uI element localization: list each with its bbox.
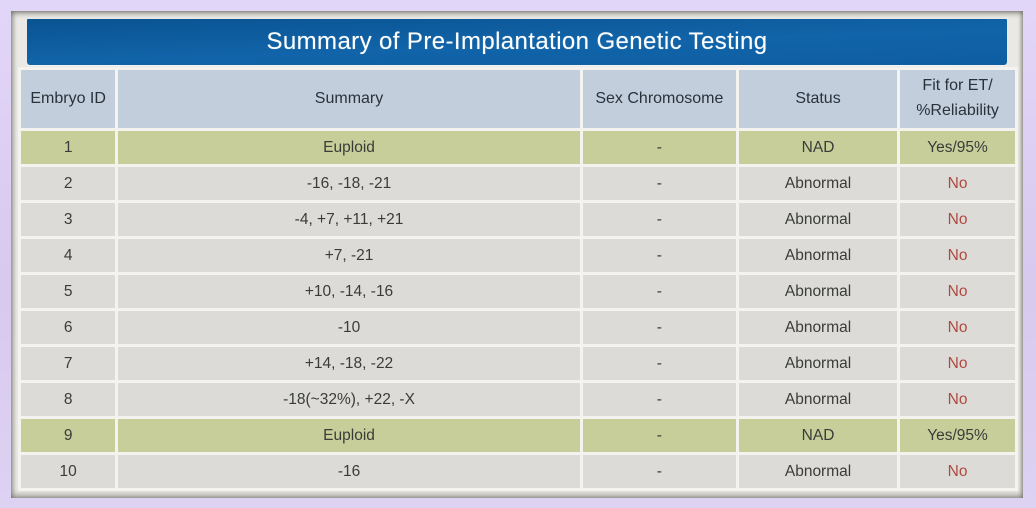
cell-embryo-id: 4 bbox=[21, 239, 115, 272]
column-header-summary: Summary bbox=[118, 70, 580, 128]
column-header-fit-line1: Fit for ET/ bbox=[922, 77, 993, 95]
cell-sex-chromosome: - bbox=[583, 239, 736, 272]
cell-sex-chromosome: - bbox=[583, 167, 736, 200]
cell-sex-chromosome: - bbox=[583, 311, 736, 344]
cell-embryo-id: 8 bbox=[21, 383, 115, 416]
table-row bbox=[21, 419, 1015, 452]
table-row bbox=[21, 455, 1015, 488]
cell-fit-for-et: No bbox=[900, 275, 1015, 308]
cell-sex-chromosome: - bbox=[583, 275, 736, 308]
cell-status: Abnormal bbox=[739, 275, 897, 308]
cell-sex-chromosome: - bbox=[583, 347, 736, 380]
cell-summary: -16, -18, -21 bbox=[118, 167, 580, 200]
cell-fit-for-et: No bbox=[900, 455, 1015, 488]
cell-summary: Euploid bbox=[118, 419, 580, 452]
column-header-embryo-id: Embryo ID bbox=[21, 70, 115, 128]
cell-summary: -18(~32%), +22, -X bbox=[118, 383, 580, 416]
cell-fit-for-et: No bbox=[900, 167, 1015, 200]
cell-sex-chromosome: - bbox=[583, 203, 736, 236]
table-header-row bbox=[21, 70, 1015, 128]
cell-summary: +10, -14, -16 bbox=[118, 275, 580, 308]
cell-summary: Euploid bbox=[118, 131, 580, 164]
cell-summary: -10 bbox=[118, 311, 580, 344]
table-row bbox=[21, 311, 1015, 344]
table-row bbox=[21, 275, 1015, 308]
table-row bbox=[21, 239, 1015, 272]
cell-status: Abnormal bbox=[739, 347, 897, 380]
cell-status: Abnormal bbox=[739, 383, 897, 416]
cell-fit-for-et: No bbox=[900, 203, 1015, 236]
cell-fit-for-et: No bbox=[900, 347, 1015, 380]
cell-embryo-id: 3 bbox=[21, 203, 115, 236]
cell-status: NAD bbox=[739, 419, 897, 452]
table-row bbox=[21, 347, 1015, 380]
cell-summary: -16 bbox=[118, 455, 580, 488]
cell-summary: +14, -18, -22 bbox=[118, 347, 580, 380]
table-row bbox=[21, 131, 1015, 164]
cell-status: Abnormal bbox=[739, 311, 897, 344]
cell-sex-chromosome: - bbox=[583, 419, 736, 452]
cell-embryo-id: 6 bbox=[21, 311, 115, 344]
table-row bbox=[21, 167, 1015, 200]
cell-embryo-id: 7 bbox=[21, 347, 115, 380]
column-header-fit-line2: %Reliability bbox=[916, 102, 999, 119]
report-photo bbox=[11, 11, 1023, 498]
cell-fit-for-et: Yes/95% bbox=[900, 419, 1015, 452]
cell-status: Abnormal bbox=[739, 167, 897, 200]
cell-sex-chromosome: - bbox=[583, 455, 736, 488]
cell-status: NAD bbox=[739, 131, 897, 164]
pgt-summary-table bbox=[18, 67, 1018, 491]
report-title: Summary of Pre-Implantation Genetic Testing bbox=[266, 28, 768, 55]
cell-fit-for-et: Yes/95% bbox=[900, 131, 1015, 164]
table-body bbox=[21, 131, 1015, 488]
cell-sex-chromosome: - bbox=[583, 383, 736, 416]
column-header-fit-for-et bbox=[900, 70, 1015, 128]
table-row bbox=[21, 203, 1015, 236]
cell-embryo-id: 10 bbox=[21, 455, 115, 488]
cell-status: Abnormal bbox=[739, 203, 897, 236]
cell-embryo-id: 2 bbox=[21, 167, 115, 200]
cell-sex-chromosome: - bbox=[583, 131, 736, 164]
cell-summary: +7, -21 bbox=[118, 239, 580, 272]
column-header-status: Status bbox=[739, 70, 897, 128]
cell-embryo-id: 5 bbox=[21, 275, 115, 308]
cell-status: Abnormal bbox=[739, 455, 897, 488]
cell-fit-for-et: No bbox=[900, 239, 1015, 272]
cell-embryo-id: 9 bbox=[21, 419, 115, 452]
cell-status: Abnormal bbox=[739, 239, 897, 272]
cell-fit-for-et: No bbox=[900, 383, 1015, 416]
cell-embryo-id: 1 bbox=[21, 131, 115, 164]
cell-fit-for-et: No bbox=[900, 311, 1015, 344]
report-title-bar bbox=[27, 19, 1007, 65]
cell-summary: -4, +7, +11, +21 bbox=[118, 203, 580, 236]
table-row bbox=[21, 383, 1015, 416]
column-header-sex-chromosome: Sex Chromosome bbox=[583, 70, 736, 128]
